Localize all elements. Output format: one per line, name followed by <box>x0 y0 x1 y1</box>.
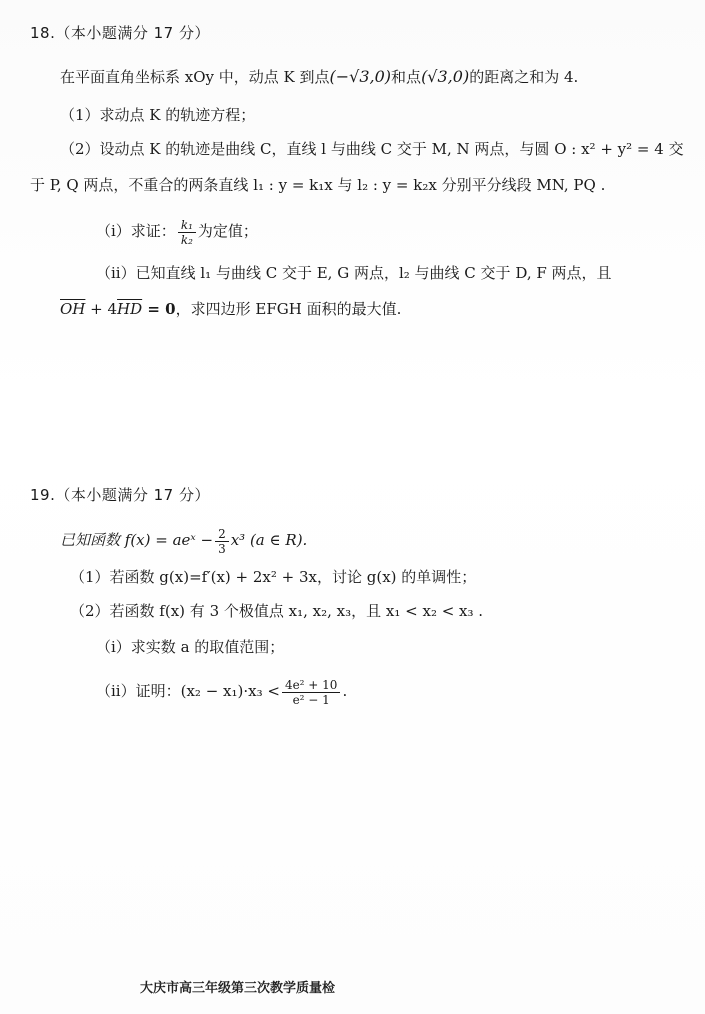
q19-part-ii-suffix: . <box>342 682 348 700</box>
q18-part-i-numerator: k₁ <box>178 218 196 233</box>
q18-vector-end: = 0 <box>142 300 176 318</box>
q19-intro-denominator: 3 <box>218 541 226 556</box>
q19-part-ii-prefix: （ii）证明：(x₂ − x₁)·x₃ < <box>96 682 280 700</box>
q18-part-ii-line-1: （ii）已知直线 l₁ 与曲线 C 交于 E, G 两点，l₂ 与曲线 C 交于 D, F 两点，且 <box>96 264 612 282</box>
q18-part-i-denominator: k₂ <box>180 232 193 247</box>
q18-part-i-fraction <box>178 218 196 247</box>
q19-part-ii-numerator: 4e² + 10 <box>282 678 341 693</box>
q19-heading: 19.（本小题满分 17 分） <box>30 486 210 504</box>
q18-intro-c: 的距离之和为 4. <box>469 68 579 86</box>
q19-part-2: （2）若函数 f(x) 有 3 个极值点 x₁, x₂, x₃，且 x₁ < x₂ < x₃ . <box>70 602 484 620</box>
q18-part-ii-line-2 <box>60 298 401 320</box>
q18-vector-oh: $\overline{OH}$ <box>60 300 86 318</box>
q18-intro-a: 在平面直角坐标系 xOy 中，动点 K 到点 <box>60 68 330 86</box>
q19-part-ii-fraction <box>282 678 341 707</box>
q18-heading: 18.（本小题满分 17 分） <box>30 24 210 42</box>
q18-part-i-suffix: 为定值； <box>197 222 258 240</box>
q19-part-i: （i）求实数 a 的取值范围； <box>96 638 285 656</box>
q19-intro-numerator: 2 <box>215 527 229 542</box>
q19-part-ii <box>96 670 347 712</box>
q18-intro-b: 和点 <box>391 68 422 86</box>
q19-part-ii-denominator: e² − 1 <box>292 692 330 707</box>
q18-vector-mid: + 4 <box>85 300 118 318</box>
q19-intro-a: 已知函数 f(x) = aeˣ − <box>60 531 214 549</box>
q18-part-2-line-2: 于 P, Q 两点，不重合的两条直线 l₁ : y = k₁x 与 l₂ : y = k₂x 分别平分线段 MN, PQ . <box>30 176 606 194</box>
q19-intro-b: x³ (a ∈ R). <box>230 531 308 549</box>
q18-point-2: (√3,0) <box>421 67 470 86</box>
q19-intro-fraction <box>215 527 229 556</box>
q18-vector-hd: $\overline{HD}$ <box>117 300 143 318</box>
q18-part-2-line-1: （2）设动点 K 的轨迹是曲线 C，直线 l 与曲线 C 交于 M, N 两点，与圆 O : x² + y² = 4 交 <box>60 140 684 158</box>
q19-part-1: （1）若函数 g(x)=f′(x) + 2x² + 3x，讨论 g(x) 的单调性； <box>70 568 477 586</box>
page-footer: 大庆市高三年级第三次教学质量检 <box>140 981 336 996</box>
q18-point-1: (−√3,0) <box>329 67 392 86</box>
q18-part-i <box>96 214 258 248</box>
q18-part-1: （1）求动点 K 的轨迹方程； <box>60 106 256 124</box>
q18-intro <box>60 66 578 88</box>
q18-part-i-prefix: （i）求证： <box>96 222 176 240</box>
q19-intro <box>60 520 307 560</box>
q18-part-ii-suffix: ，求四边形 EFGH 面积的最大值. <box>175 300 402 318</box>
